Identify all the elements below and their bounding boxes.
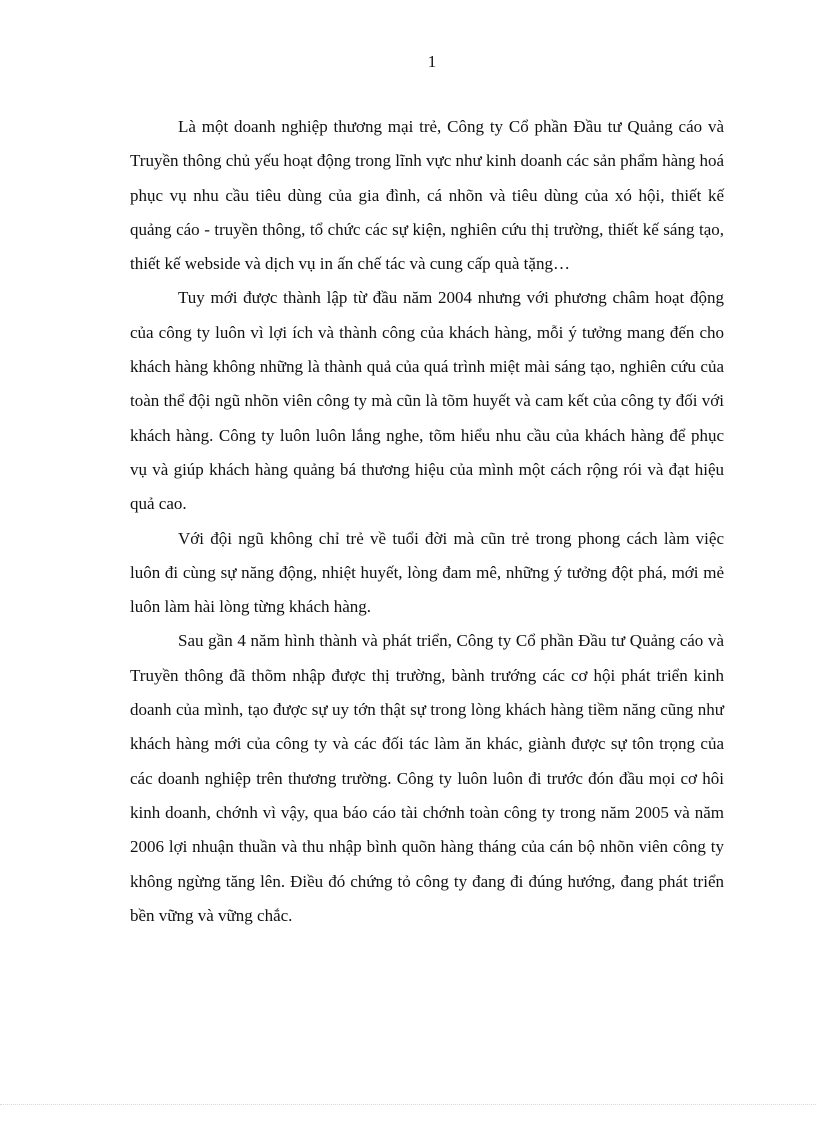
paragraph-growth-results: Sau gần 4 năm hình thành và phát triển, Công ty Cổ phần Đầu tư Quảng cáo và Truyền thông đã thõm nhập được thị trường, bành trướng các cơ hội phát triển kinh doanh của mình, tạo được sự uy tớn thật sự trong lòng khách hàng tiềm năng cũng như khách hàng mới của công ty và các đối tác làm ăn khác, giành được sự tôn trọng của các doanh nghiệp trên thương trường. Công ty luôn luôn đi trước đón đầu mọi cơ hôi kinh doanh, chớnh vì vậy, qua báo cáo tài chớnh toàn công ty trong năm 2005 và năm 2006 lợi nhuận thuần và thu nhập bình quõn hàng tháng của cán bộ nhõn viên công ty không ngừng tăng lên. Điều đó chứng tỏ công ty đang đi đúng hướng, đang phát triển bền vững và vững chắc. bbox=[130, 631, 724, 925]
paragraph-founding-mission: Tuy mới được thành lập từ đầu năm 2004 nhưng với phương châm hoạt động của công ty luôn vì lợi ích và thành công của khách hàng, mỗi ý tưởng mang đến cho khách hàng không những là thành quả của quá trình miệt mài sáng tạo, nghiên cứu của toàn thể đội ngũ nhõn viên công ty mà cũn là tõm huyết và cam kết của công ty đối với khách hàng. Công ty luôn luôn lắng nghe, tõm hiểu nhu cầu của khách hàng để phục vụ và giúp khách hàng quảng bá thương hiệu của mình một cách rộng rói và đạt hiệu quả cao. bbox=[130, 288, 724, 514]
paragraph-company-overview: Là một doanh nghiệp thương mại trẻ, Công ty Cổ phần Đầu tư Quảng cáo và Truyền thông chủ yếu hoạt động trong lĩnh vực như kinh doanh các sản phẩm hàng hoá phục vụ nhu cầu tiêu dùng của gia đình, cá nhõn và tiêu dùng của xó hội, thiết kế quảng cáo - truyền thông, tổ chức các sự kiện, nghiên cứu thị trường, thiết kế sáng tạo, thiết kế webside và dịch vụ in ấn chế tác và cung cấp quà tặng… bbox=[130, 117, 724, 274]
page-bottom-divider bbox=[0, 1104, 816, 1105]
paragraph-team: Với đội ngũ không chỉ trẻ về tuổi đời mà cũn trẻ trong phong cách làm việc luôn đi cùng sự năng động, nhiệt huyết, lòng đam mê, những ý tưởng đột phá, mới mẻ luôn làm hài lòng từng khách hàng. bbox=[130, 528, 724, 617]
page-number: 1 bbox=[427, 52, 437, 71]
body-text bbox=[130, 110, 724, 933]
